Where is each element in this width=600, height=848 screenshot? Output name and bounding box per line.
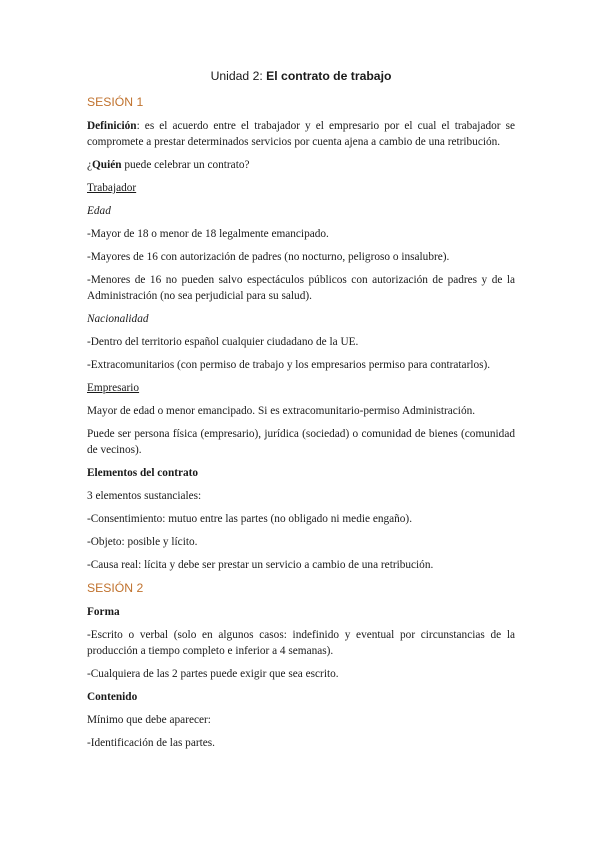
quien-question: ¿Quién puede celebrar un contrato? [87,159,250,171]
definition-term: Definición [87,120,137,132]
empresario-heading: Empresario [87,382,140,394]
elementos-item: -Causa real: lícita y debe ser prestar un servicio a cambio de una retribución. [87,559,434,571]
definition-paragraph: Definición: es el acuerdo entre el trabajador y el empresario por el cual el trabajador se compromete a prestar determinados servicios por cuenta ajena a cambio de una retribución. [87,120,515,148]
contenido-item: Mínimo que debe aparecer: [87,714,211,726]
elementos-item: -Consentimiento: mutuo entre las partes (no obligado ni medie engaño). [87,513,413,525]
title-bold: El contrato de trabajo [266,69,392,83]
forma-item: -Cualquiera de las 2 partes puede exigir que sea escrito. [87,668,339,680]
edad-item: -Mayor de 18 o menor de 18 legalmente emancipado. [87,228,329,240]
document-page [87,68,515,758]
elementos-item: -Objeto: posible y lícito. [87,536,198,548]
session-1-heading: SESIÓN 1 [87,95,144,109]
nacionalidad-heading: Nacionalidad [87,313,149,325]
forma-item: -Escrito o verbal (solo en algunos casos: indefinido y eventual por circunstancias de la producción a tiempo completo e inferior a 4 semanas). [87,629,515,657]
elementos-heading: Elementos del contrato [87,467,199,479]
session-2-heading: SESIÓN 2 [87,581,144,595]
nacionalidad-item: -Extracomunitarios (con permiso de trabajo y los empresarios permiso para contratarlos). [87,359,491,371]
empresario-item: Mayor de edad o menor emancipado. Si es extracomunitario-permiso Administración. [87,405,476,417]
elementos-item: 3 elementos sustanciales: [87,490,202,502]
contenido-item: -Identificación de las partes. [87,737,215,749]
edad-item: -Mayores de 16 con autorización de padres (no nocturno, peligroso o insalubre). [87,251,450,263]
empresario-item: Puede ser persona física (empresario), jurídica (sociedad) o comunidad de bienes (comunidad de vecinos). [87,428,515,456]
trabajador-heading: Trabajador [87,182,137,194]
nacionalidad-item: -Dentro del territorio español cualquier ciudadano de la UE. [87,336,359,348]
edad-heading: Edad [87,205,111,217]
contenido-heading: Contenido [87,691,138,703]
edad-item: -Menores de 16 no pueden salvo espectáculos públicos con autorización de padres y de la Administración (no sea perjudicial para su salud). [87,274,515,302]
page-title: Unidad 2: El contrato de trabajo [210,69,392,83]
forma-heading: Forma [87,606,120,618]
